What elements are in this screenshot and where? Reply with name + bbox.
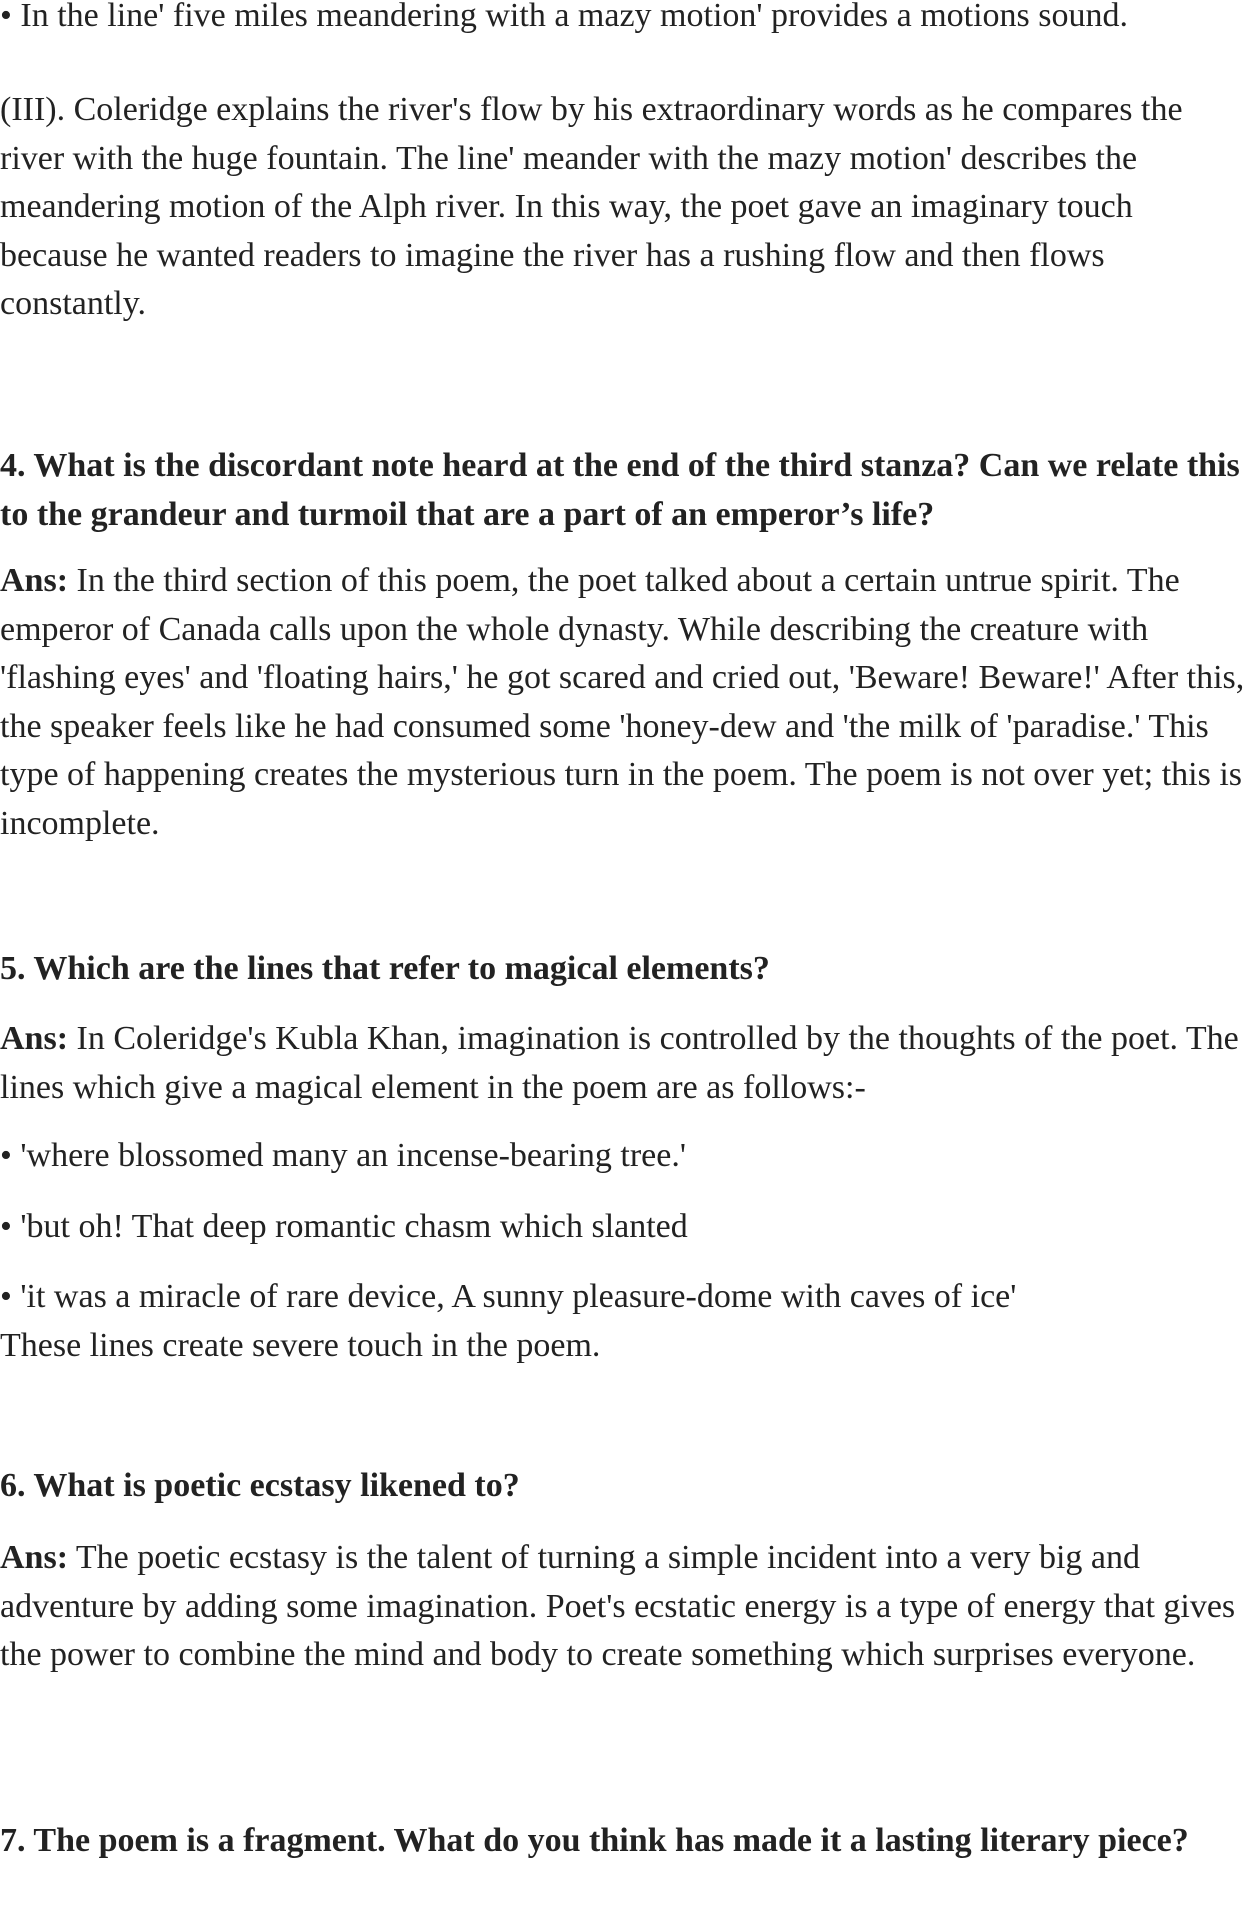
- answer-label: Ans:: [0, 1539, 69, 1576]
- bullet-paragraph: • In the line' five miles meandering with a mazy motion' provides a motions sound.: [0, 0, 1128, 34]
- intro-paragraph-iii: [0, 86, 1246, 329]
- answer-5-bullet-2: [0, 1203, 1246, 1252]
- question-7-section: [0, 1817, 1246, 1866]
- answer-4-text: In the third section of this poem, the poet talked about a certain untrue spirit. The emperor of Canada calls upon the whole dynasty. While describing the creature with 'flashing eyes' and 'floating hairs,' he got scared and cried out, 'Beware! Beware!' After this, the speaker feels like he had consumed some 'honey-dew and 'the milk of 'paradise.' This type of happening creates the mysterious turn in the poem. The poem is not over yet; this is incomplete.: [0, 562, 1245, 842]
- answer-6-section: [0, 1534, 1246, 1680]
- question-4-heading: 4. What is the discordant note heard at the end of the third stanza? Can we relate this to the grandeur and turmoil that are a part of an emperor’s life?: [0, 447, 1240, 533]
- answer-label: Ans:: [0, 562, 69, 599]
- question-6-section: [0, 1462, 1246, 1511]
- question-7-heading: 7. The poem is a fragment. What do you think has made it a lasting literary piece?: [0, 1822, 1189, 1859]
- answer-5-bullet-1: [0, 1132, 1246, 1181]
- answer-4-paragraph: [0, 557, 1246, 848]
- list-item: • 'but oh! That deep romantic chasm which slanted: [0, 1208, 688, 1245]
- answer-label: Ans:: [0, 1020, 69, 1057]
- answer-6-text: The poetic ecstasy is the talent of turning a simple incident into a very big and adventure by adding some imagination. Poet's ecstatic energy is a type of energy that gives the power to combine the mind and body to create something which surprises everyone.: [0, 1539, 1236, 1673]
- answer-5-section: [0, 1015, 1246, 1112]
- answer-6-paragraph: [0, 1534, 1246, 1680]
- question-5-heading: 5. Which are the lines that refer to magical elements?: [0, 950, 770, 987]
- question-4-section: [0, 442, 1246, 539]
- answer-4-section: [0, 557, 1246, 848]
- question-5-section: [0, 945, 1246, 994]
- closing-line: These lines create severe touch in the poem.: [0, 1327, 601, 1364]
- answer-5-text: In Coleridge's Kubla Khan, imagination is controlled by the thoughts of the poet. The lines which give a magical element in the poem are as follows:-: [0, 1020, 1239, 1106]
- question-6-heading: 6. What is poetic ecstasy likened to?: [0, 1467, 520, 1504]
- answer-5-paragraph: [0, 1015, 1246, 1112]
- list-item: • 'where blossomed many an incense-bearing tree.': [0, 1137, 686, 1174]
- list-item: • 'it was a miracle of rare device, A sunny pleasure-dome with caves of ice': [0, 1278, 1017, 1315]
- answer-5-bullet-3: [0, 1273, 1246, 1322]
- answer-5-closing: [0, 1322, 1246, 1371]
- intro-bullet: [0, 0, 1246, 41]
- paragraph-iii: (III). Coleridge explains the river's flow by his extraordinary words as he compares the river with the huge fountain. The line' meander with the mazy motion' describes the meandering motion of the Alph river. In this way, the poet gave an imaginary touch because he wanted readers to imagine the river has a rushing flow and then flows constantly.: [0, 91, 1183, 322]
